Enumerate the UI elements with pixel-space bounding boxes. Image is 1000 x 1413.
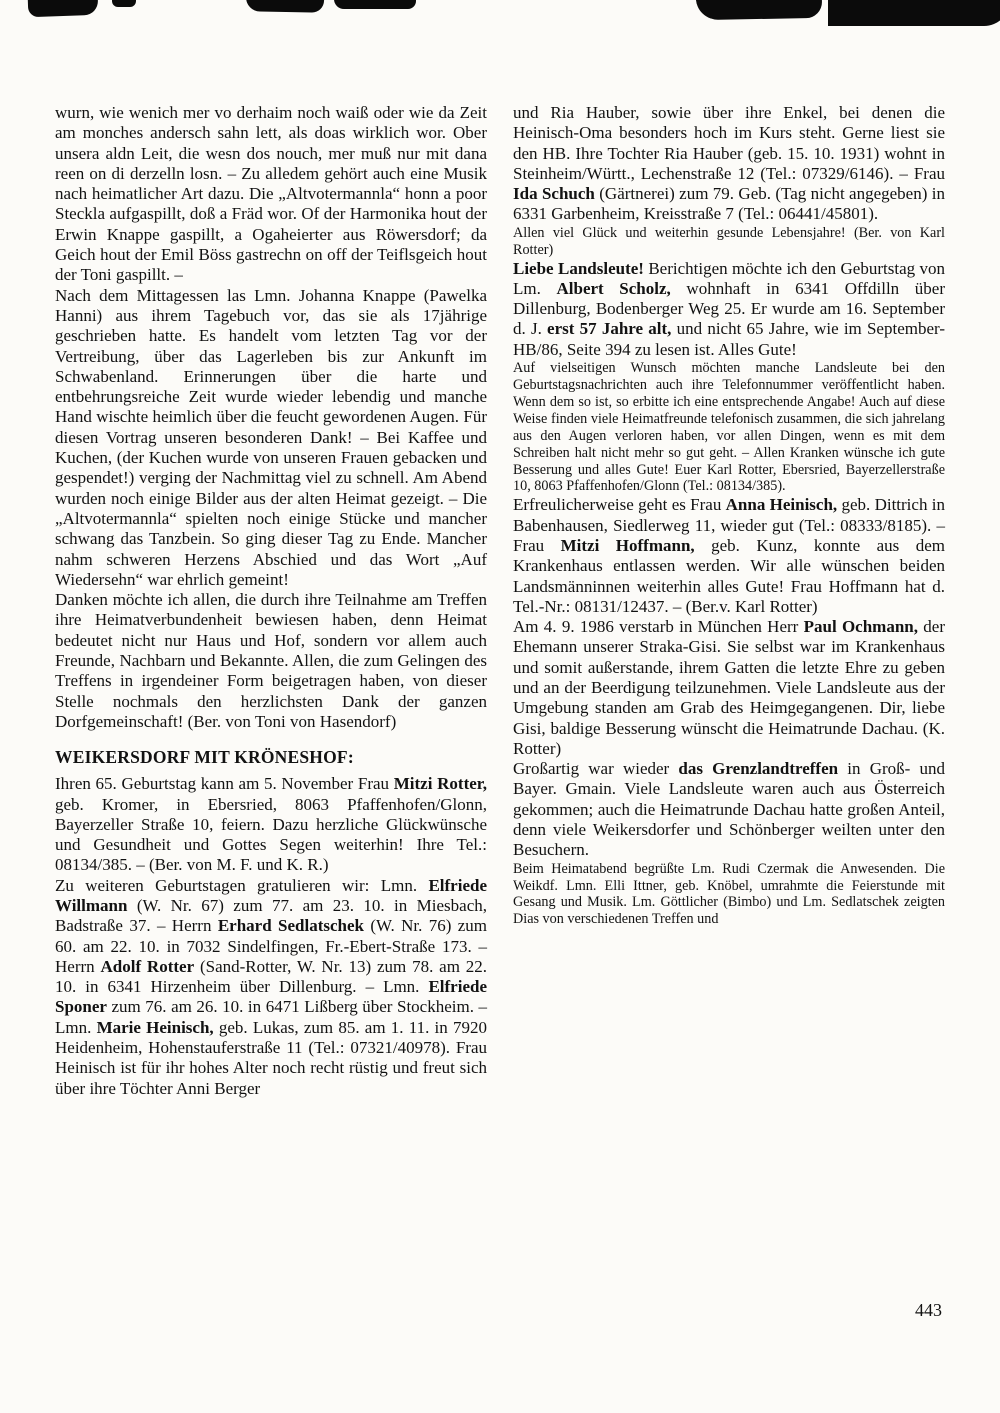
paragraph — [513, 495, 945, 617]
paragraph — [55, 590, 487, 732]
emphasized-text: Anna Heinisch, — [725, 495, 838, 515]
body-text: (Gärtnerei) zum 79. Geb. (Tag nicht angegeben) in 6331 Garbenheim, Kreisstraße 7 (Tel.: 06441/45801). — [513, 184, 946, 224]
body-text: Großartig war wieder — [513, 759, 679, 779]
body-text: geb. Kromer, in Ebersried, 8063 Pfaffenhofen/Glonn, Bayerzeller Straße 10, feiern. Dazu herzliche Glückwünsche und Gesundheit und Gottes Segen weiterhin! Ihre Tel.: 08134/385. – (Ber. von M. F. und K. R.) — [55, 794, 487, 875]
emphasized-text: Adolf Rotter — [100, 956, 195, 976]
body-text: der Ehemann unserer Straka-Gisi. Sie selbst war im Krankenhaus und somit außerstande, ihrem Gatten die letzte Ehre zu geben und an der Beerdigung teilzunehmen. Viele Landsleute aus der Umgebung standen am Grab des Heimgegangenen. Dir, liebe Gisi, baldige Besserung wünscht die Heimatrunde Dachau. (K. Rotter) — [513, 617, 945, 758]
text-columns — [55, 103, 945, 1099]
body-text: geb. Kunz, konnte aus dem Krankenhaus entlassen werden. Wir alle wünschen beiden Landsmänninnen weiterhin alles Gute! Frau Hoffmann hat d. Tel.-Nr.: 08131/12437. – (Ber.v. Karl Rotter) — [513, 535, 945, 616]
paragraph — [55, 103, 487, 286]
paragraph — [513, 259, 945, 360]
emphasized-text: Mitzi Rotter, — [393, 774, 488, 794]
emphasized-text: Liebe Landsleute! — [513, 258, 644, 278]
paragraph — [513, 759, 945, 860]
page-number: 443 — [915, 1300, 942, 1320]
body-text: wurn, wie wenich mer vo derhaim noch waiß oder wie da Zeit am monches andersch sahn lett, als doas wirklich wor. Ober unsera aldn Leit, die wesn dos nouch, mer muß nur mit dana reen on di derzelln losn. – Zu alledem gehört auch eine Musik nach heimatlicher Art dazu. Die „Altvotermannla“ honn a poor Steckla aufgaspillt, doß a Fräd wor. Of der Harmonika hout der Erwin Knappe gaspillt, a Ogaheierter aus Röwersdorf; da Geich hout der Emil Böss gastrechn on off der Teiflsgeich hout der Toni gaspillt. – — [55, 103, 487, 285]
body-text: (W. Nr. 76) zum 60. am 22. 10. in 7032 Sindelfingen, Fr.-Ebert-Straße 173. – Herrn — [55, 916, 488, 976]
body-text: Am 4. 9. 1986 verstarb in München Herr — [513, 617, 804, 637]
scan-artifact — [28, 0, 99, 17]
emphasized-text: Mitzi Hoffmann, — [560, 535, 695, 555]
scan-artifact — [828, 0, 1000, 26]
body-text: (Sand-Rotter, W. Nr. 13) zum 78. am 22. 10. in 6341 Hirzenheim über Dillenburg. – Lmn. — [55, 956, 487, 997]
left-column — [55, 103, 487, 1099]
body-text: Beim Heimatabend begrüßte Lm. Rudi Czermak die Anwesenden. Die Weikdf. Lmn. Elli Ittner, geb. Knöbel, umrahmte die Feierstunde mit Gesang und Musik. Lm. Göttlicher (Bimbo) und Lm. Sedlatschek zeigten Dias von verschiedenen Treffen und — [513, 860, 945, 928]
emphasized-text: Ida Schuch — [513, 184, 595, 204]
body-text: und nicht 65 Jahre, wie im September-HB/86, Seite 394 zu lesen ist. Alles Gute! — [513, 319, 946, 359]
emphasized-text: Albert Scholz, — [556, 278, 671, 298]
paragraph — [513, 360, 945, 495]
paragraph — [513, 225, 945, 259]
body-text: Nach dem Mittagessen las Lmn. Johanna Knappe (Pawelka Hanni) aus ihrem Tagebuch vor, das sie als 17jährige geschrieben hatte. Es handelt vom letzten Tag vor der Vertreibung, über das Lagerleben bis zur Ankunft im Schwabenland. Erinnerungen über die harte und entbehrungsreiche Zeit wurde wieder lebendig und manche Hand wischte heimlich über die feucht gewordenen Augen. Für diesen Vortrag unseren besonderen Dank! – Bei Kaffee und Kuchen, (der Kuchen wurde von unseren Frauen gebacken und gespendet!) verging der Nachmittag viel zu schnell. Am Abend wurden noch einige Bilder aus der alten Heimat gezeigt. – Die „Altvotermannla“ spielten noch einige Stücke und mancher schwang das Tanzbein. So ging dieser Tag zu Ende. Mancher nahm schweren Herzens Abschied und das Wort „Auf Wiedersehn“ war ehrlich gemeint! — [55, 285, 487, 589]
body-text: Ihren 65. Geburtstag kann am 5. November Frau — [55, 774, 394, 794]
paragraph — [55, 286, 487, 590]
emphasized-text: Elfriede Willmann — [55, 875, 487, 915]
body-text: geb. Dittrich in Babenhausen, Siedlerweg 11, wieder gut (Tel.: 08333/8185). – Frau — [513, 495, 945, 555]
body-text: Auf vielseitigen Wunsch möchten manche Landsleute bei den Geburtstagsnachrichten auch ihre Telefonnummer veröffentlicht haben. Wenn dem so ist, so erbitte ich eine entsprechende Angabe! Auch auf diese Weise finden viele Heimatfreunde telefonisch zusammen, die sich jahrelang aus den Augen verloren haben, vor allen Dingen, wenn es mit dem Schreiben halt nicht mehr so gut geht. – Allen Kranken wünsche ich gute Besserung und alles Gute! Euer Karl Rotter, Ebersried, Bayerzellerstraße 10, 8063 Pfaffenhofen/Glonn (Tel.: 08134/385). — [513, 360, 945, 495]
emphasized-text: erst 57 Jahre alt, — [547, 319, 672, 339]
body-text: Allen viel Glück und weiterhin gesunde Lebensjahre! (Ber. von Karl Rotter) — [513, 224, 945, 258]
paragraph — [513, 103, 945, 225]
emphasized-text: das Grenzlandtreffen — [678, 759, 839, 779]
body-text: Erfreulicherweise geht es Frau — [513, 495, 726, 515]
body-text: und Ria Hauber, sowie über ihre Enkel, bei denen die Heinisch-Oma besonders hoch im Kurs steht. Gerne liest sie den HB. Ihre Tochter Ria Hauber (geb. 15. 10. 1931) wohnt in Steinheim/Württ., Lechenstraße 12 (Tel.: 07329/6146). – Frau — [513, 103, 945, 183]
scan-artifact — [334, 0, 416, 9]
body-text: wohnhaft in 6341 Offdilln über Dillenburg, Bodenberger Weg 25. Er wurde am 16. September d. J. — [513, 278, 945, 339]
scan-artifact — [246, 0, 324, 13]
emphasized-text: Erhard Sedlatschek — [217, 916, 364, 936]
body-text: Danken möchte ich allen, die durch ihre Teilnahme am Treffen ihre Heimatverbundenheit bewiesen haben, denn Heimat bedeutet nicht nur Haus und Hof, sondern vor allem auch Freunde, Nachbarn und Bekannte. Allen, die zum Gelingen des Treffens in irgendeiner Form beigetragen haben, von dieser Stelle nochmals den herzlichsten Dank der ganzen Dorfgemeinschaft! (Ber. von Toni von Hasendorf) — [55, 590, 487, 731]
body-text: (W. Nr. 67) zum 77. am 23. 10. in Miesbach, Badstraße 37. – Herrn — [55, 895, 487, 936]
scan-artifact — [696, 0, 822, 20]
paragraph — [513, 617, 945, 759]
paragraph — [55, 876, 487, 1099]
right-column — [513, 103, 945, 1099]
body-text: geb. Lukas, zum 85. am 1. 11. in 7920 Heidenheim, Hohenstauferstraße 11 (Tel.: 07321/40978). Frau Heinisch ist für ihr hohes Alter noch recht rüstig und freut sich über ihre Töchter Anni Berger — [55, 1017, 487, 1098]
emphasized-text: Marie Heinisch, — [96, 1017, 214, 1037]
scan-artifact — [112, 0, 136, 7]
paragraph — [55, 774, 487, 875]
section-heading: WEIKERSDORF MIT KRÖNESHOF: — [55, 747, 354, 768]
body-text: zum 76. am 26. 10. in 6471 Lißberg über Stockheim. – Lmn. — [55, 997, 487, 1037]
emphasized-text: Elfriede Sponer — [55, 977, 487, 1017]
paragraph — [513, 861, 945, 929]
emphasized-text: Paul Ochmann, — [803, 617, 918, 637]
body-text: Zu weiteren Geburtstagen gratulieren wir: Lmn. — [55, 875, 429, 895]
body-text: Berichtigen möchte ich den Geburtstag von Lm. — [513, 258, 946, 298]
body-text: in Groß- und Bayer. Gmain. Viele Landsleute waren auch aus Österreich gekommen; auch die Heimatrunde Dachau hatte großen Anteil, denn viele Weikersdorfer und Schönberger weilten unter den Besuchern. — [513, 759, 945, 860]
